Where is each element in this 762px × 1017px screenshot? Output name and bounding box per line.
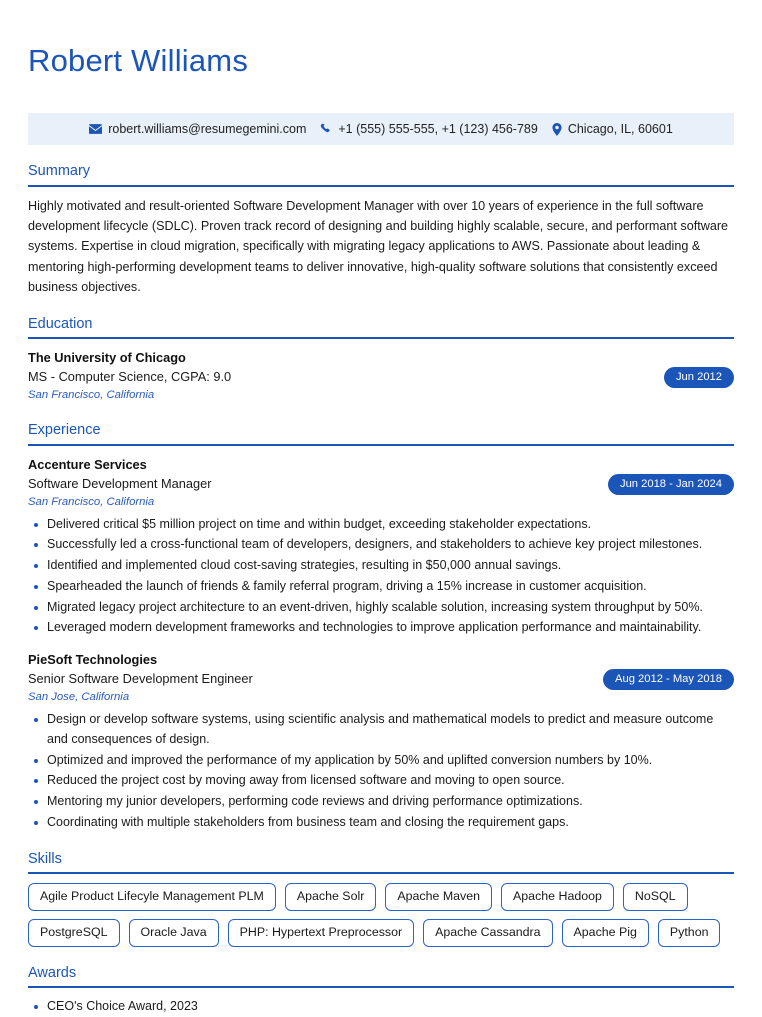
skill-chip: NoSQL bbox=[623, 883, 688, 911]
skill-chip: Apache Maven bbox=[385, 883, 492, 911]
list-item: Successfully led a cross-functional team of developers, designers, and stakeholders to achieve key project milestones. bbox=[28, 535, 734, 555]
section-rule bbox=[28, 444, 734, 446]
list-item: Design or develop software systems, using scientific analysis and mathematical models to predict and measure outcome and consequences of design. bbox=[28, 710, 734, 750]
section-education bbox=[28, 315, 734, 405]
experience-title: Senior Software Development Engineer bbox=[28, 671, 253, 687]
section-title-education: Education bbox=[28, 315, 93, 332]
list-item: Migrated legacy project architecture to an event-driven, highly scalable solution, increasing system throughput by 50%. bbox=[28, 598, 734, 618]
experience-company: Accenture Services bbox=[28, 456, 147, 472]
skill-chip: Python bbox=[658, 919, 721, 947]
section-title-summary: Summary bbox=[28, 163, 91, 180]
contact-bar bbox=[28, 113, 734, 145]
list-item: Optimized and improved the performance of my application by 50% and uplifted conversion numbers by 10%. bbox=[28, 751, 734, 771]
experience-company: PieSoft Technologies bbox=[28, 652, 158, 668]
education-entry bbox=[28, 348, 734, 404]
contact-phone[interactable] bbox=[320, 122, 537, 136]
section-rule bbox=[28, 872, 734, 874]
map-pin-icon bbox=[552, 123, 562, 136]
section-skills bbox=[28, 850, 734, 947]
experience-bullet-list bbox=[28, 710, 734, 833]
experience-entry bbox=[28, 455, 734, 638]
list-item: Coordinating with multiple stakeholders from business team and closing the requirement gaps. bbox=[28, 813, 734, 833]
section-experience bbox=[28, 421, 734, 832]
contact-email[interactable] bbox=[89, 122, 306, 136]
list-item: Mentoring my junior developers, performing code reviews and driving performance optimizations. bbox=[28, 792, 734, 812]
experience-location: San Francisco, California bbox=[28, 495, 155, 508]
skill-chip: PostgreSQL bbox=[28, 919, 120, 947]
contact-phone-text: +1 (555) 555-555, +1 (123) 456-789 bbox=[338, 122, 538, 137]
skills-list bbox=[28, 883, 734, 947]
experience-bullet-list bbox=[28, 515, 734, 639]
list-item: Leveraged modern development frameworks and technologies to improve application performance and maintainability. bbox=[28, 618, 734, 638]
list-item: Reduced the project cost by moving away from licensed software and moving to open source. bbox=[28, 771, 734, 791]
experience-entry bbox=[28, 650, 734, 832]
education-degree: MS - Computer Science, CGPA: 9.0 bbox=[28, 369, 232, 385]
envelope-icon bbox=[89, 124, 102, 134]
skill-chip: Agile Product Lifecyle Management PLM bbox=[28, 883, 276, 911]
section-awards bbox=[28, 964, 734, 1017]
experience-location: San Jose, California bbox=[28, 691, 130, 704]
phone-icon bbox=[320, 123, 332, 135]
summary-text: Highly motivated and result-oriented Software Development Manager with over 10 years of experience in the full software development lifecycle (SDLC). Proven track record of designing and building highly scalable, secure, and performant software systems. Expertise in cloud migration, specifically with migrating legacy applications to AWS. Passionate about leading & mentoring high-performing development teams to deliver innovative, high-quality software solutions that consistently exceed business objectives. bbox=[28, 198, 729, 295]
section-title-awards: Awards bbox=[28, 964, 77, 981]
awards-list bbox=[28, 997, 734, 1017]
experience-date-badge: Aug 2012 - May 2018 bbox=[603, 669, 734, 690]
section-summary bbox=[28, 162, 734, 298]
skill-chip: Apache Cassandra bbox=[423, 919, 552, 947]
education-school: The University of Chicago bbox=[28, 350, 186, 366]
experience-date-badge: Jun 2018 - Jan 2024 bbox=[608, 474, 734, 495]
section-title-skills: Skills bbox=[28, 850, 62, 867]
section-rule bbox=[28, 185, 734, 187]
skill-chip: Oracle Java bbox=[129, 919, 219, 947]
list-item: Spearheaded the launch of friends & family referral program, driving a 15% increase in customer acquisition. bbox=[28, 577, 734, 597]
skill-chip: PHP: Hypertext Preprocessor bbox=[228, 919, 415, 947]
education-location: San Francisco, California bbox=[28, 389, 155, 402]
skill-chip: Apache Solr bbox=[285, 883, 377, 911]
skill-chip: Apache Hadoop bbox=[501, 883, 614, 911]
skill-chip: Apache Pig bbox=[562, 919, 649, 947]
education-date-badge: Jun 2012 bbox=[664, 367, 734, 388]
contact-location[interactable] bbox=[552, 122, 673, 136]
contact-location-text: Chicago, IL, 60601 bbox=[567, 122, 673, 137]
list-item: CEO's Choice Award, 2023 bbox=[28, 997, 734, 1017]
experience-title: Software Development Manager bbox=[28, 475, 212, 491]
contact-email-text: robert.williams@resumegemini.com bbox=[108, 122, 307, 137]
list-item: Identified and implemented cloud cost-saving strategies, resulting in $50,000 annual savings. bbox=[28, 556, 734, 576]
list-item: Delivered critical $5 million project on time and within budget, exceeding stakeholder expectations. bbox=[28, 515, 734, 535]
section-title-experience: Experience bbox=[28, 422, 101, 439]
candidate-name: Robert Williams bbox=[28, 43, 249, 78]
section-rule bbox=[28, 337, 734, 339]
